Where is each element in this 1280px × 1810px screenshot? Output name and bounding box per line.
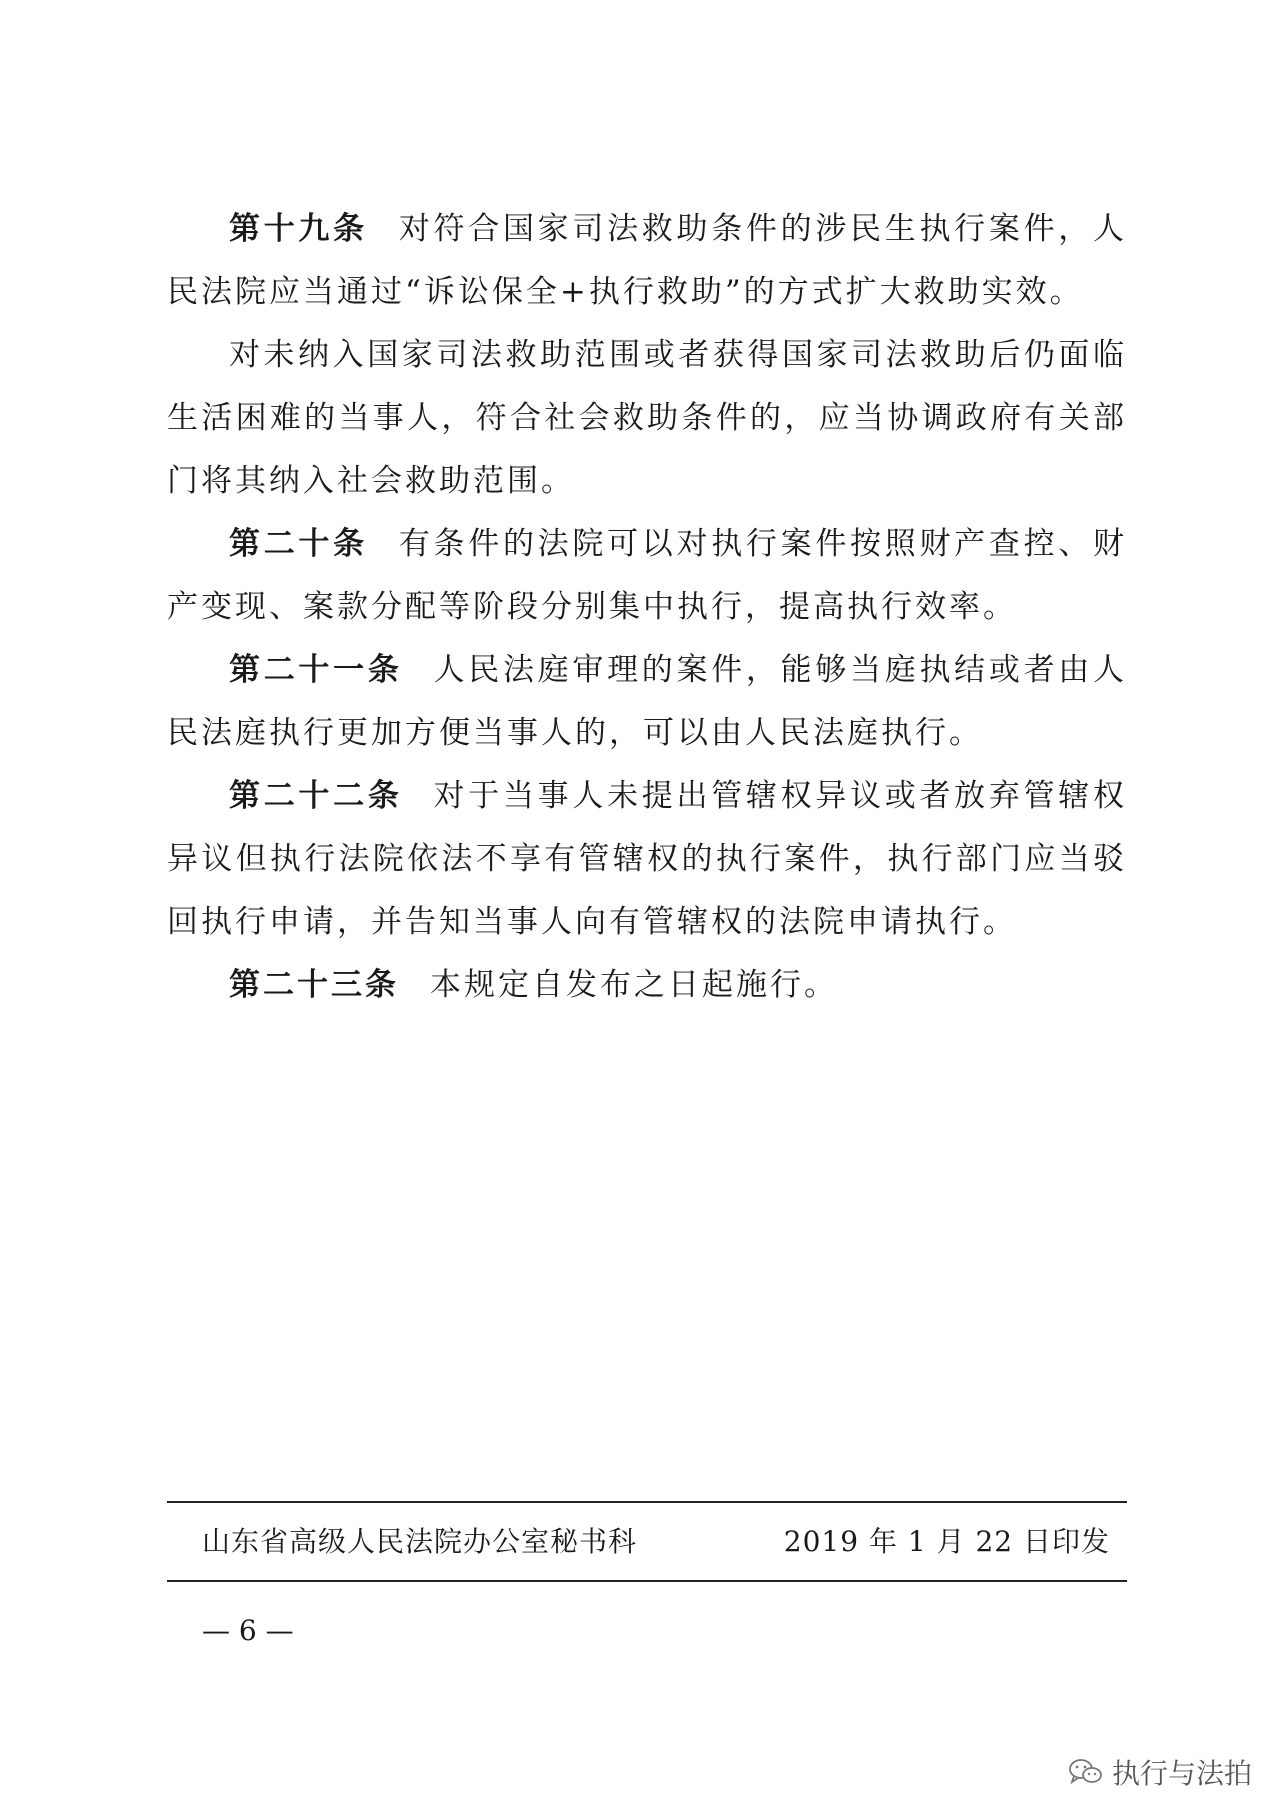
article-19 <box>167 198 1127 324</box>
watermark-text: 执行与法拍 <box>1111 1757 1252 1790</box>
article-heading: 第二十二条 <box>229 778 403 814</box>
imprint-bottom-rule <box>167 1580 1127 1582</box>
article-heading: 第十九条 <box>229 211 368 247</box>
watermark <box>1068 1752 1252 1792</box>
article-21 <box>167 639 1127 765</box>
article-text: 对未纳入国家司法救助范围或者获得国家司法救助后仍面临生活困难的当事人，符合社会救助条件的，应当协调政府有关部门将其纳入社会救助范围。 <box>167 337 1127 499</box>
article-19-paragraph-2 <box>167 324 1127 513</box>
article-heading: 第二十三条 <box>229 967 399 1003</box>
page-number: — 6 — <box>202 1614 294 1647</box>
document-body <box>167 198 1127 1017</box>
imprint-organization: 山东省高级人民法院办公室秘书科 <box>202 1525 638 1558</box>
imprint-top-rule <box>167 1501 1127 1503</box>
article-text: 对符合国家司法救助条件的涉民生执行案件，人民法院应当通过“诉讼保全+执行救助”的方式扩大救助实效。 <box>167 211 1128 310</box>
article-text: 本规定自发布之日起施行。 <box>430 967 838 1003</box>
wechat-icon <box>1068 1757 1104 1787</box>
article-23 <box>167 954 1127 1017</box>
article-text: 对于当事人未提出管辖权异议或者放弃管辖权异议但执行法院依法不享有管辖权的执行案件，执行部门应当驳回执行申请，并告知当事人向有管辖权的法院申请执行。 <box>167 778 1128 940</box>
article-text: 有条件的法院可以对执行案件按照财产查控、财产变现、案款分配等阶段分别集中执行，提高执行效率。 <box>167 526 1128 625</box>
article-heading: 第二十条 <box>229 526 368 562</box>
article-20 <box>167 513 1127 639</box>
article-heading: 第二十一条 <box>229 652 403 688</box>
article-22 <box>167 765 1127 954</box>
article-text: 人民法庭审理的案件，能够当庭执结或者由人民法庭执行更加方便当事人的，可以由人民法庭执行。 <box>167 652 1128 751</box>
imprint-date: 2019 年 1 月 22 日印发 <box>783 1525 1110 1558</box>
